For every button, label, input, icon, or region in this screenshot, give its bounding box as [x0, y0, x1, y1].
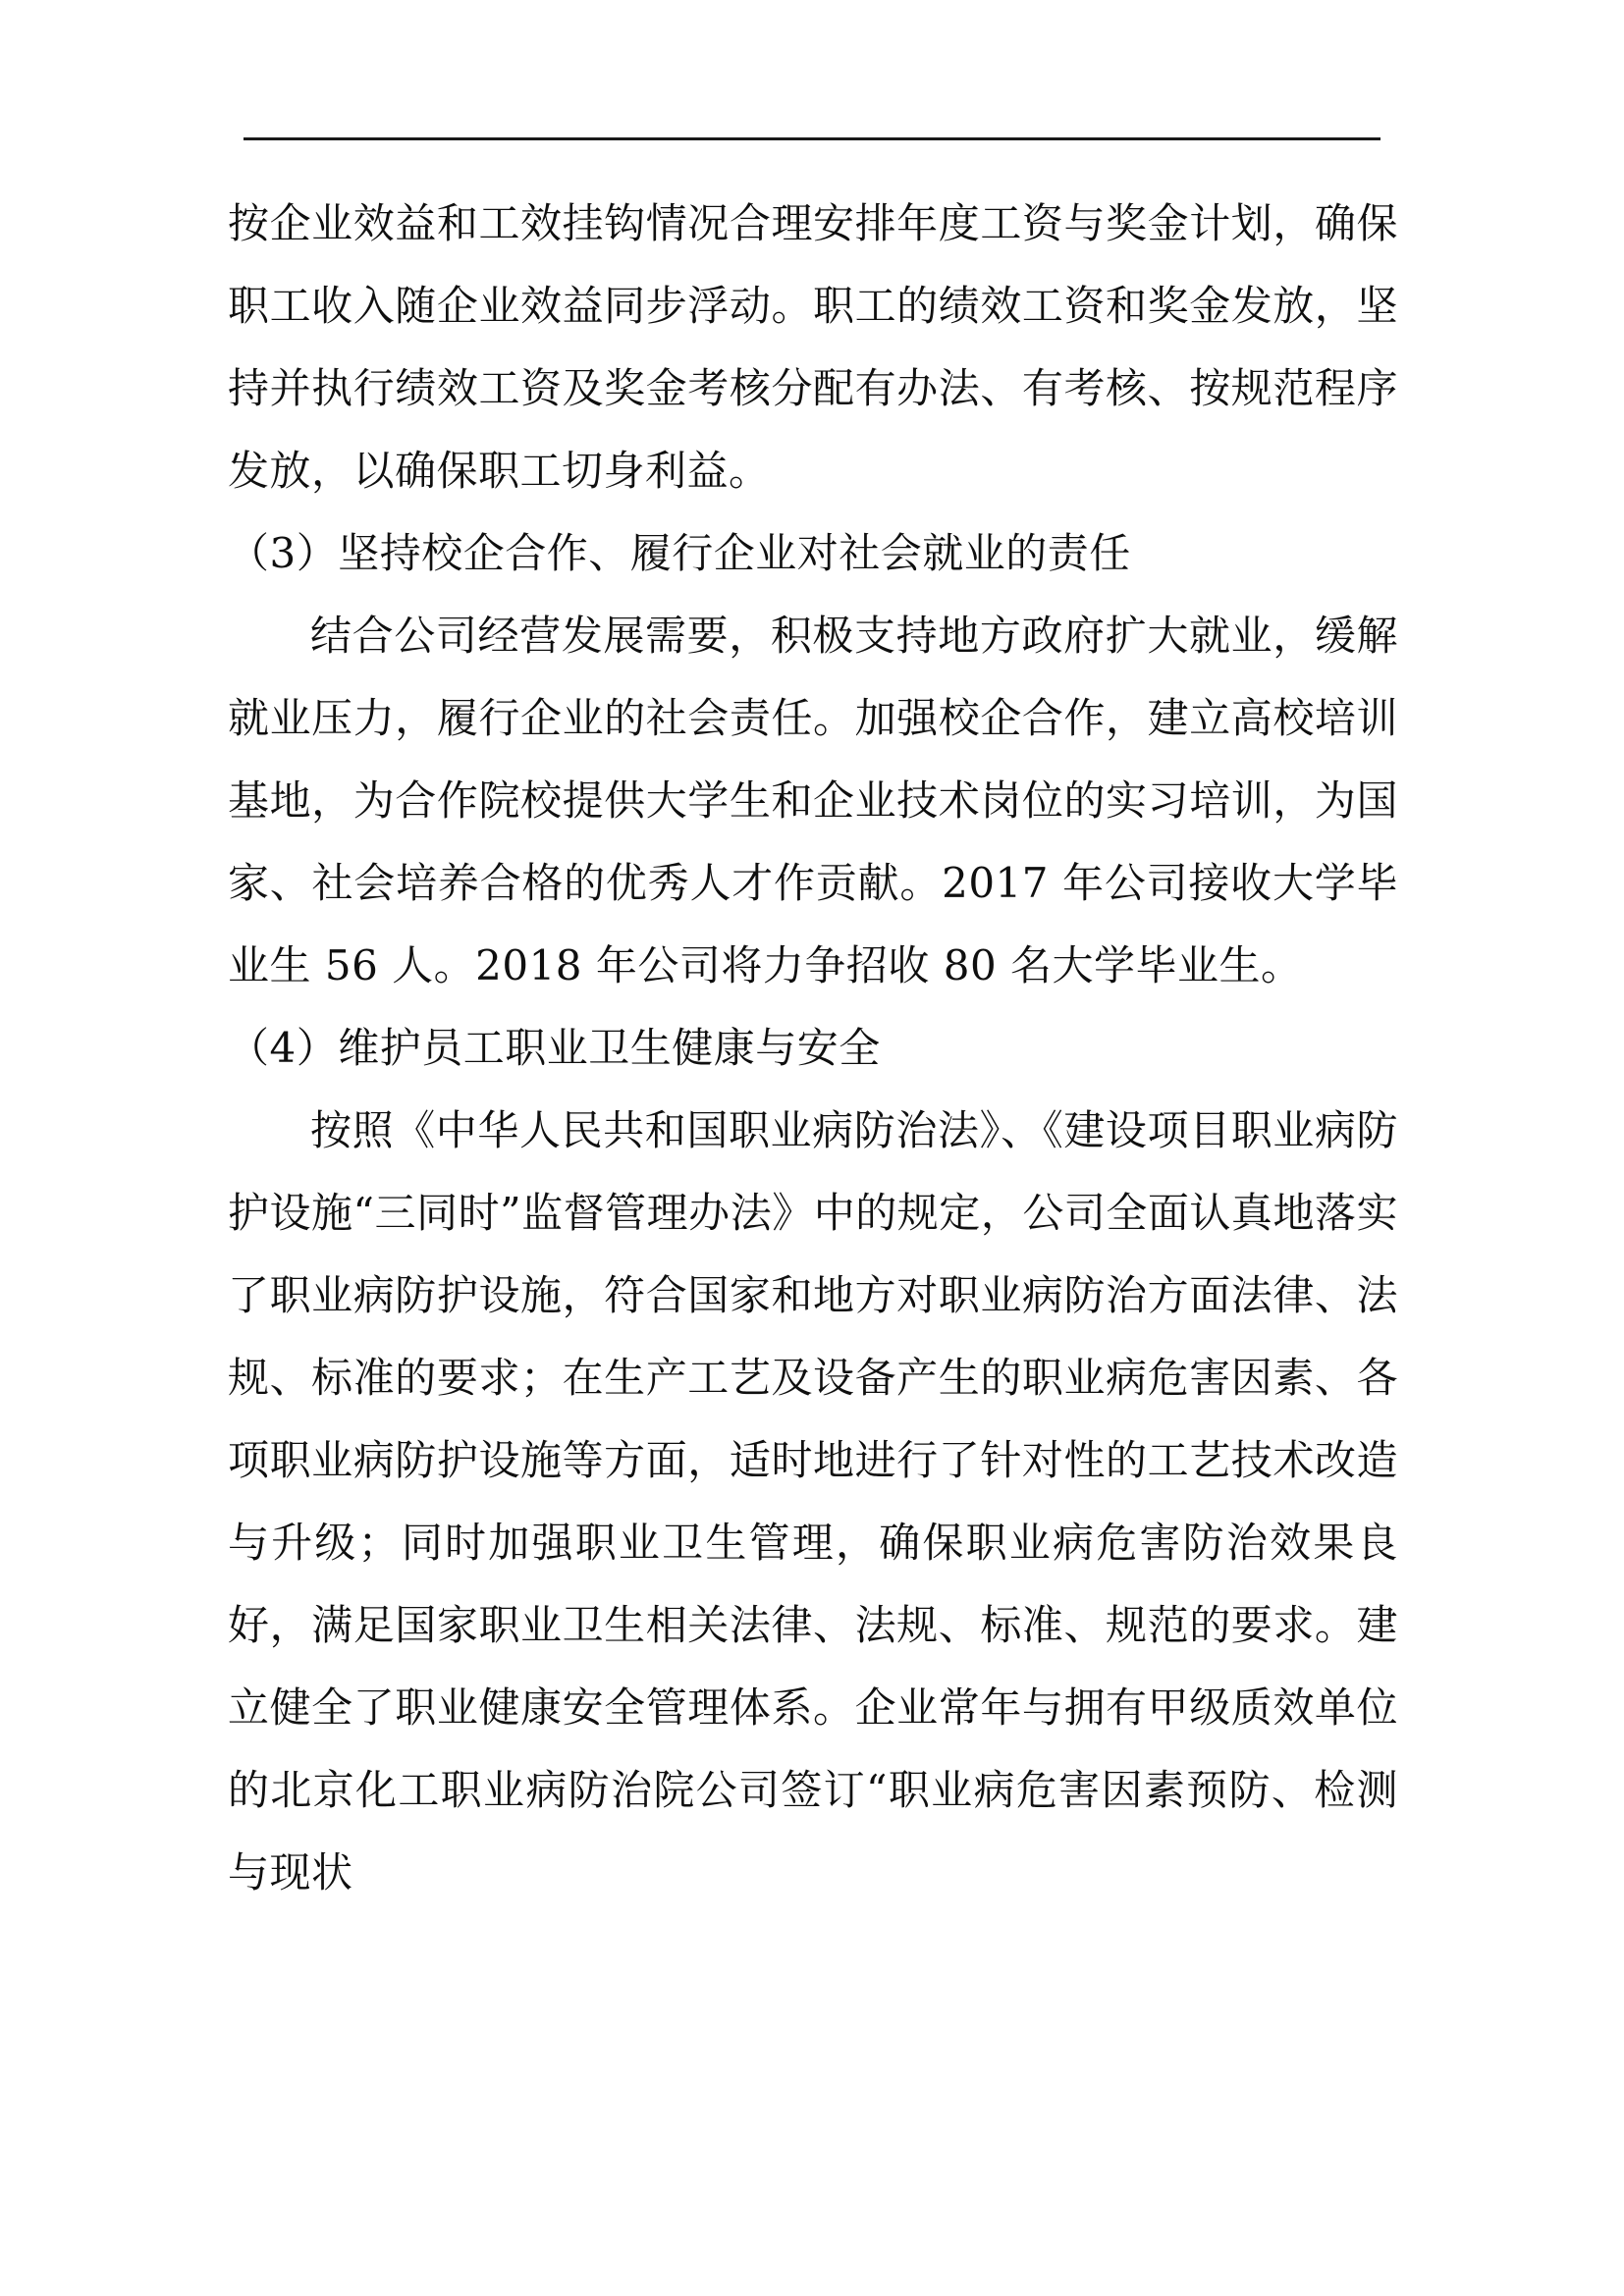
document-body — [228, 183, 1398, 1914]
body-paragraph: 结合公司经营发展需要，积极支持地方政府扩大就业，缓解就业压力，履行企业的社会责任。加强校企合作，建立高校培训基地，为合作院校提供大学生和企业技术岗位的实习培训，为国家、社会培养合格的优秀人才作贡献。2017 年公司接收大学毕业生 56 人。2018 年公司将力争招收 80 名大学毕业生。 — [228, 612, 1398, 989]
section-heading-4: （4）维护员工职业卫生健康与安全 — [228, 1024, 881, 1072]
section-heading-3: （3）坚持校企合作、履行企业对社会就业的责任 — [228, 529, 1131, 577]
header-divider-rule — [244, 137, 1380, 140]
body-paragraph: 按企业效益和工效挂钩情况合理安排年度工资与奖金计划，确保职工收入随企业效益同步浮动。职工的绩效工资和奖金发放，坚持并执行绩效工资及奖金考核分配有办法、有考核、按规范程序发放，以确保职工切身利益。 — [228, 199, 1398, 495]
body-paragraph: 按照《中华人民共和国职业病防治法》、《建设项目职业病防护设施“三同时”监督管理办法》中的规定，公司全面认真地落实了职业病防护设施，符合国家和地方对职业病防治方面法律、法规、标准的要求；在生产工艺及设备产生的职业病危害因素、各项职业病防护设施等方面，适时地进行了针对性的工艺技术改造与升级；同时加强职业卫生管理，确保职业病危害防治效果良好，满足国家职业卫生相关法律、法规、标准、规范的要求。建立健全了职业健康安全管理体系。企业常年与拥有甲级质效单位的北京化工职业病防治院公司签订“职业病危害因素预防、检测与现状 — [228, 1106, 1398, 1896]
